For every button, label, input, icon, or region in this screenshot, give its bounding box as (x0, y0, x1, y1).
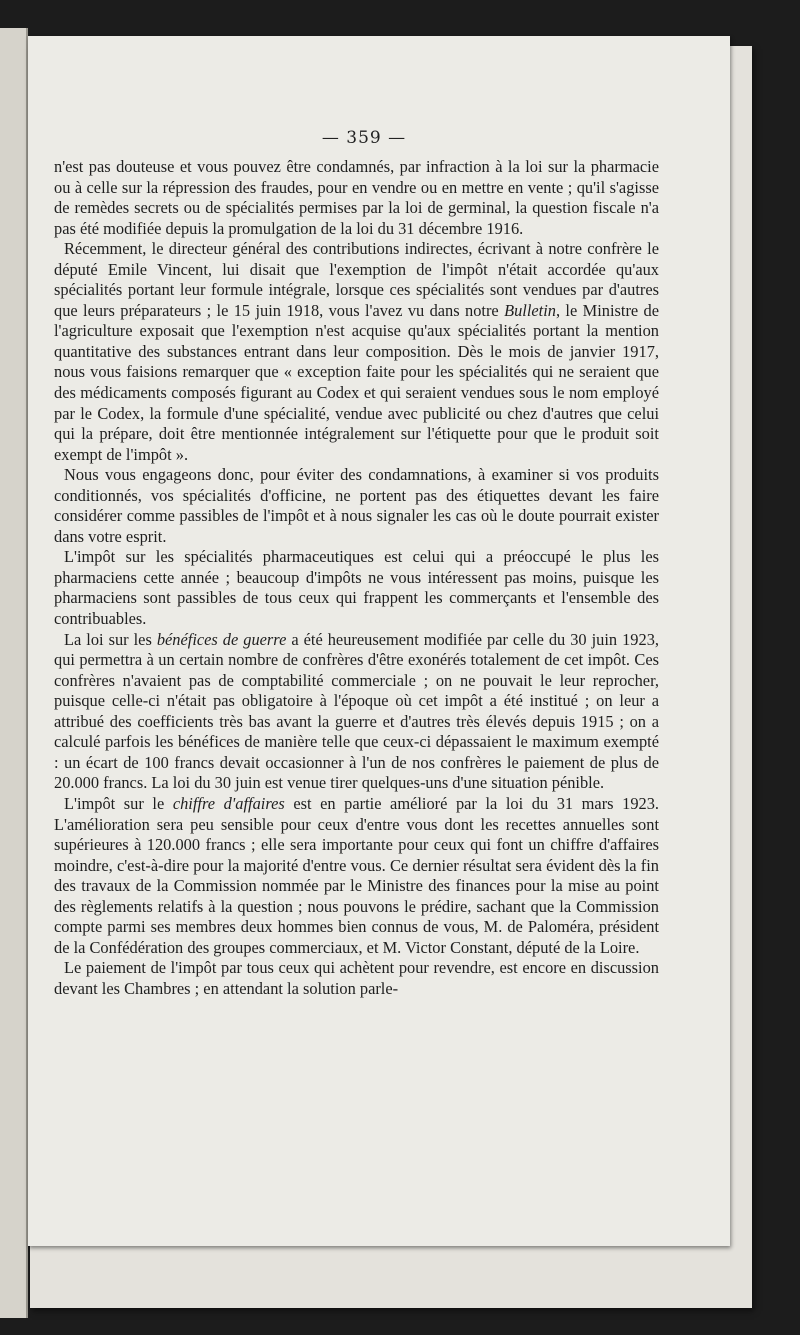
paragraph-4-text: L'impôt sur les spécialités pharmaceutiques est celui qui a préoccupé le plus les pharmaciens cette année ; beaucoup d'impôts ne vous intéressent pas moins, puisque les pharmaciens sont passibles de tous ceux qui frappent les commerçants et l'ensemble des contribuables. (54, 547, 659, 629)
paragraph-5-text-a: La loi sur les (64, 629, 157, 649)
paragraph-1 (54, 157, 659, 239)
paragraph-6-text-a: L'impôt sur le (64, 793, 173, 813)
page-number: — 359 — (321, 128, 407, 148)
paragraph-4 (54, 547, 659, 629)
paragraph-5-text-b: a été heureusement modifiée par celle du 30 juin 1923, qui permettra à un certain nombre de confrères d'être exonérés totalement de cet impôt. Ces confrères n'avaient pas de comptabilité commerciale ; on ne pouvait le leur reprocher, puisque celle-ci n'était pas obligatoire à l'époque où cet impôt a été institué ; on leur a attribué des coefficients très bas avant la guerre et d'autres très élevés depuis 1915 ; on a calculé parfois les bénéfices de manière telle que ceux-ci dépassaient le maximum exempté : un écart de 100 francs devait occasionner à l'un de nos confrères le paiement de plus de 20.000 francs. La loi du 30 juin est venue tirer quelques-uns d'une situation pénible. (54, 629, 659, 793)
war-profits-term: bénéfices de guerre (156, 629, 287, 649)
paragraph-7 (54, 958, 659, 999)
paragraph-3-text: Nous vous engageons donc, pour éviter des condamnations, à examiner si vos produits conditionnés, vos spécialités d'officine, ne portent pas des étiquettes devant les faire considérer comme passibles de l'impôt et à nous signaler les cas où le doute pourrait exister dans votre esprit. (54, 465, 659, 546)
paragraph-6-text-b: est en partie amélioré par la loi du 31 mars 1923. L'amélioration sera peu sensible pour ceux d'entre vous dont les recettes annuelles sont supérieures à 120.000 francs ; elle sera importante pour ceux qui font un chiffre d'affaires moindre, c'est-à-dire pour la majorité d'entre vous. Ce dernier résultat sera évident dès la fin des travaux de la Commission nommée par le Ministre des finances pour la mise au point des règlements relatifs à la question ; nous pouvons le prédire, sachant que la Commission compte parmi ses membres deux hommes bien connus de vous, M. de Paloméra, président de la Confédération des groupes commerciaux, et M. Victor Constant, député de la Loire. (54, 793, 660, 957)
paragraph-5 (54, 630, 659, 794)
paragraph-2 (54, 239, 659, 465)
bulletin-title: Bulletin (504, 300, 556, 320)
body-text (54, 157, 659, 999)
facing-page-edge (0, 28, 28, 1318)
paragraph-2-text-b: , le Ministre de l'agriculture exposait que l'exemption n'est acquise qu'aux spécialités portant la mention quantitative des substances entrant dans leur composition. Dès le mois de janvier 1917, nous vous faisions remarquer que « exception faite pour les spécialités qui ne seraient que des médicaments composés figurant au Codex et qui seraient vendues sous le nom employé par le Codex, la formule d'une spécialité, vendue avec publicité ou chez d'autres que celui qui la prépare, doit être mentionnée intégralement sur l'étiquette pour que le produit soit exempt de l'impôt ». (54, 300, 660, 464)
paragraph-2-text-a: Récemment, le directeur général des contributions indirectes, écrivant à notre confrère le député Emile Vincent, lui disait que l'exemption de l'impôt n'était accordée qu'aux spécialités portant leur formule intégrale, lorsque ces spécialités sont vendues par d'autres que leurs préparateurs ; le 15 juin 1918, vous l'avez vu dans notre (54, 239, 659, 320)
paragraph-7-text: Le paiement de l'impôt par tous ceux qui achètent pour revendre, est encore en discussion devant les Chambres ; en attendant la solution parle- (54, 958, 659, 998)
paragraph-3 (54, 465, 659, 547)
turnover-term: chiffre d'affaires (172, 793, 285, 813)
paragraph-6 (54, 794, 659, 958)
paragraph-1-text: n'est pas douteuse et vous pouvez être condamnés, par infraction à la loi sur la pharmacie ou à celle sur la répression des fraudes, pour en vendre ou en mettre en vente ; qu'il s'agisse de remèdes secrets ou de spécialités permises par la loi de germinal, la question fiscale n'a pas été modifiée depuis la promulgation de la loi du 31 décembre 1916. (54, 157, 659, 238)
page-sheet (28, 36, 730, 1246)
